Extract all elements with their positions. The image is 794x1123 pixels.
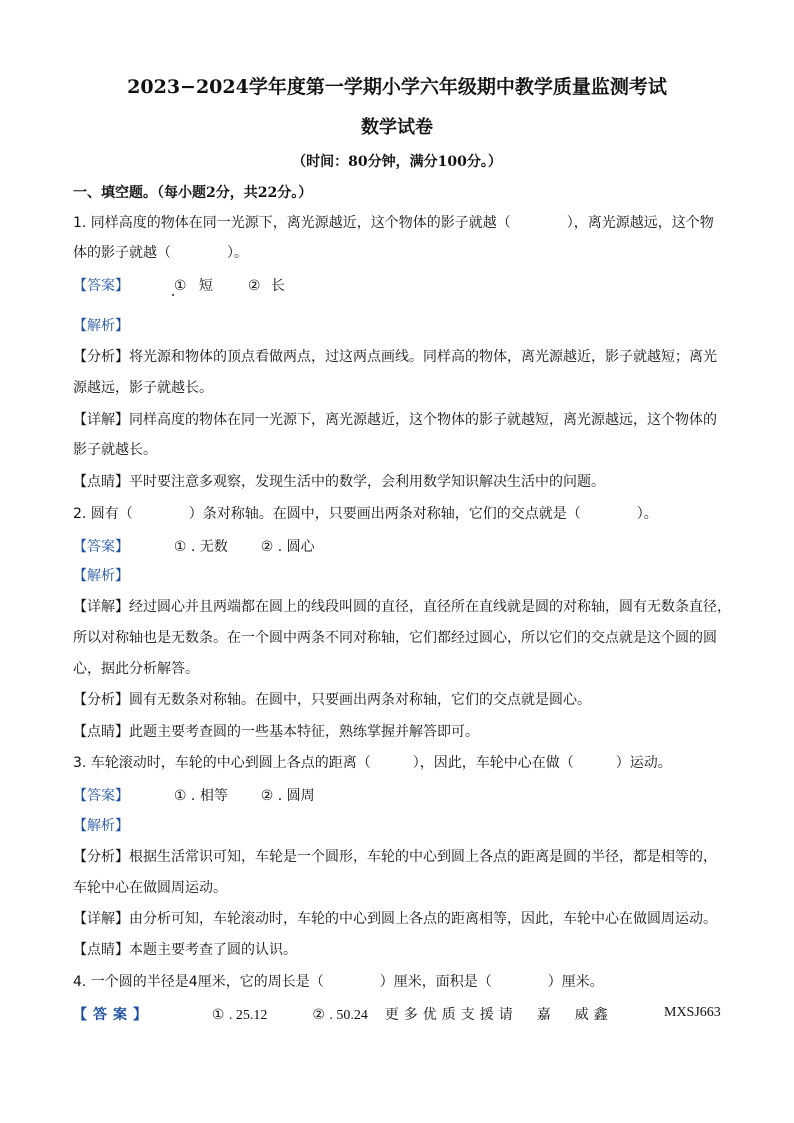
question-2-fenxi [73, 691, 591, 709]
question-3-text: 3. 车轮滚动时，车轮的中心到圆上各点的距离（ ），因此，车轮中心在做（ ）运动。 [73, 755, 672, 771]
question-2-xiangjie-line1 [73, 598, 731, 616]
answer-tag: 【答案】 [73, 1007, 153, 1023]
question-4-text: 4. 一个圆的半径是4厘米，它的周长是（ ）厘米，面积是（ ）厘米。 [73, 974, 604, 990]
dianjing-tag: 【点睛】 [73, 942, 129, 958]
question-1-fenxi-line2: 源越远，影子就越长。 [73, 380, 213, 396]
answer-tag: 【答案】 [73, 539, 129, 555]
dianjing-text: 此题主要考查圆的一些基本特征，熟练掌握并解答即可。 [129, 724, 479, 740]
question-3-fenxi-line2: 车轮中心在做圆周运动。 [73, 880, 227, 896]
answer-1: . 25.12 [228, 1008, 268, 1023]
question-1-text-line1: 1. 同样高度的物体在同一光源下，离光源越近，这个物体的影子就越（ ），离光源越远，这个物 [73, 215, 714, 231]
question-1-xiangjie-line2: 影子就越长。 [73, 442, 157, 458]
answer-2: . 圆周 [277, 788, 315, 804]
question-2-xiangjie-line3: 心，据此分析解答。 [73, 661, 199, 677]
question-2-text: 2. 圆有（ ）条对称轴。在圆中，只要画出两条对称轴，它们的交点就是（ ）。 [73, 506, 658, 522]
time-note: （时间：80分钟，满分100分。） [292, 154, 502, 170]
xiangjie-text: 由分析可知，车轮滚动时，车轮的中心到圆上各点的距离相等，因此，车轮中心在做圆周运动。 [129, 911, 717, 927]
exam-subtitle: 数学试卷 [361, 117, 433, 138]
exam-title: 2023−2024学年度第一学期小学六年级期中教学质量监测考试 [127, 76, 667, 98]
fenxi-tag: 【分析】 [73, 849, 129, 865]
watermark-text: 更多优质支援请 嘉 威鑫 [384, 1007, 613, 1023]
answer-2: . 圆心 [277, 539, 315, 555]
question-2-xiangjie-line2: 所以对称轴也是无数条。在一个圆中两条不同对称轴，它们都经过圆心，所以它们的交点就是这个圆的圆 [73, 630, 717, 646]
answer-1: . 无数 [190, 539, 228, 555]
analysis-tag: 【解析】 [73, 568, 129, 584]
answer-2-marker: ② [312, 1007, 325, 1023]
stray-dot [172, 294, 174, 296]
answer-2-marker: ② [247, 278, 261, 294]
question-1-dianjing [73, 473, 605, 491]
dianjing-tag: 【点睛】 [73, 724, 129, 740]
answer-2-marker: ② [260, 539, 274, 555]
question-3-dianjing [73, 941, 297, 959]
answer-1: 短 [198, 278, 213, 294]
answer-1-marker: ① [211, 1007, 225, 1023]
question-1-answer [73, 275, 285, 295]
question-1-fenxi-line1 [73, 348, 717, 366]
answer-1-marker: ① [173, 788, 187, 804]
analysis-tag: 【解析】 [73, 318, 129, 334]
answer-1: . 相等 [190, 788, 228, 804]
xiangjie-tag: 【详解】 [73, 412, 129, 428]
question-3-answer [73, 785, 315, 805]
analysis-tag: 【解析】 [73, 818, 129, 834]
question-3-fenxi-line1 [73, 848, 717, 866]
question-1-text-line2: 体的影子就越（ ）。 [73, 245, 248, 261]
xiangjie-tag: 【详解】 [73, 599, 129, 615]
question-2-answer [73, 536, 315, 556]
fenxi-tag: 【分析】 [73, 692, 129, 708]
answer-2: 长 [270, 278, 285, 294]
answer-tag: 【答案】 [73, 278, 129, 294]
answer-2-marker: ② [260, 788, 274, 804]
answer-1-marker: ① [173, 539, 187, 555]
watermark-code: MXSJ663 [664, 1005, 721, 1020]
xiangjie-text: 同样高度的物体在同一光源下，离光源越近，这个物体的影子就越短，离光源越远，这个物体的 [129, 412, 717, 428]
question-3-xiangjie [73, 910, 717, 928]
dianjing-text: 平时要注意多观察，发现生活中的数学，会利用数学知识解决生活中的问题。 [129, 474, 605, 490]
answer-tag: 【答案】 [73, 788, 129, 804]
dianjing-tag: 【点睛】 [73, 474, 129, 490]
fenxi-tag: 【分析】 [73, 349, 129, 365]
fenxi-text: 圆有无数条对称轴。在圆中，只要画出两条对称轴，它们的交点就是圆心。 [129, 692, 591, 708]
dianjing-text: 本题主要考查了圆的认识。 [129, 942, 297, 958]
xiangjie-text: 经过圆心并且两端都在圆上的线段叫圆的直径，直径所在直线就是圆的对称轴，圆有无数条直径， [129, 599, 731, 615]
question-2-dianjing [73, 723, 479, 741]
question-4-answer [73, 1004, 613, 1024]
fenxi-text: 根据生活常识可知，车轮是一个圆形，车轮的中心到圆上各点的距离是圆的半径，都是相等的， [129, 849, 717, 865]
answer-2: . 50.24 [329, 1008, 368, 1023]
answer-1-marker: ① [173, 278, 187, 294]
question-1-xiangjie-line1 [73, 411, 717, 429]
fenxi-text: 将光源和物体的顶点看做两点，过这两点画线。同样高的物体，离光源越近，影子就越短；离光 [129, 349, 717, 365]
xiangjie-tag: 【详解】 [73, 911, 129, 927]
section-heading: 一、填空题。（每小题2分，共22分。） [73, 185, 313, 201]
